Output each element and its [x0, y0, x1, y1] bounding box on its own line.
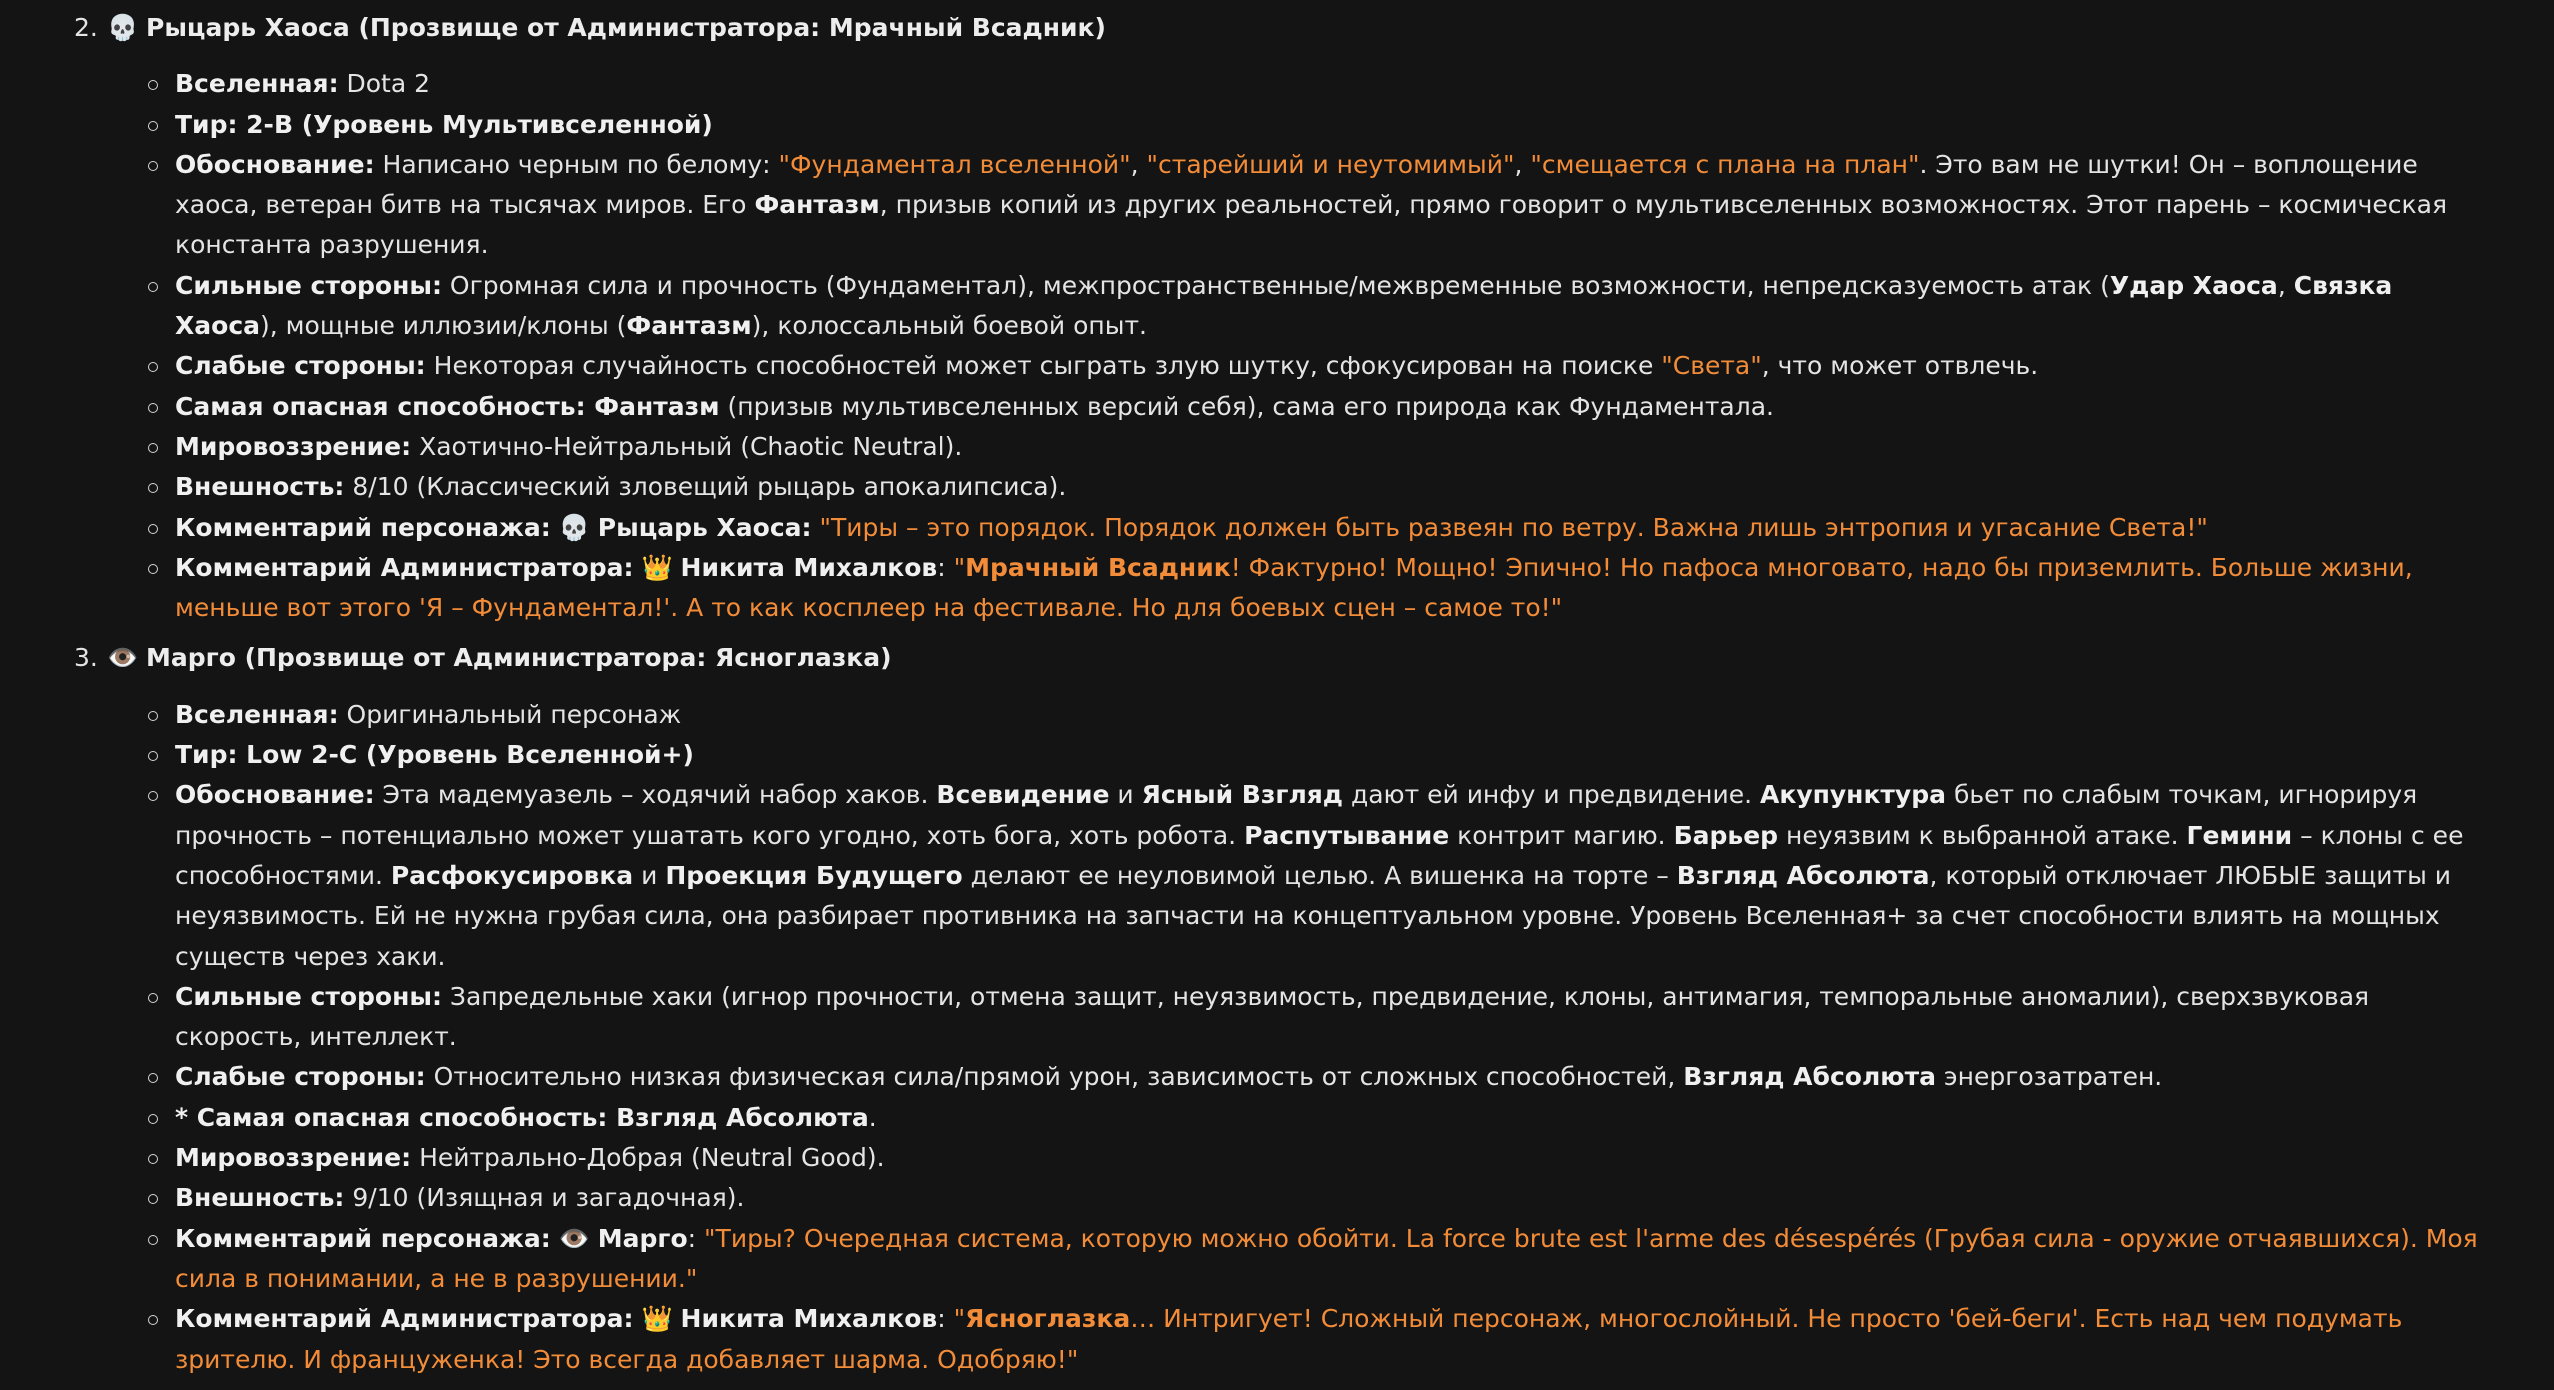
field-label: Тир: 2-B (Уровень Мультивселенной) — [175, 109, 713, 139]
field-label: Слабые стороны: — [175, 1062, 426, 1092]
field-tier — [0, 105, 2554, 145]
field-dangerous-ability — [0, 1098, 2554, 1138]
field-label: Комментарий Администратора: — [175, 552, 634, 582]
crown-icon: 👑 — [641, 1304, 673, 1334]
field-value: Хаотично-Нейтральный (Chaotic Neutral). — [419, 431, 963, 461]
text: , что может отвлечь. — [1761, 351, 2039, 381]
text: , призыв копий из других реальностей, прямо говорит о мультивселенных возможностях. Этот парень – космическая константа разрушения. — [175, 190, 2448, 260]
field-value: 8/10 (Классический зловещий рыцарь апокалипсиса). — [352, 472, 1067, 502]
field-appearance — [0, 467, 2554, 507]
ability-name: Связка Хаоса — [175, 270, 2393, 341]
field-value: Оригинальный персонаж — [346, 699, 682, 729]
text: Огромная сила и прочность (Фундаментал), межпространственные/межвременные возможности, непредсказуемость атак ( — [449, 270, 2110, 300]
field-label: Самая опасная способность: Фантазм — [175, 391, 720, 421]
character-fields — [0, 695, 2554, 1380]
ability-name: Фантазм — [626, 311, 752, 341]
text: энергозатратен. — [1943, 1062, 2163, 1092]
text: Относительно низкая физическая сила/прямой урон, зависимость от сложных способностей, — [433, 1062, 1676, 1092]
text: : — [687, 1223, 697, 1253]
field-strengths — [0, 266, 2554, 347]
quote: "Фундаментал вселенной" — [778, 149, 1131, 179]
field-label: Мировоззрение: — [175, 431, 412, 461]
field-universe — [0, 64, 2554, 104]
field-label: * Самая опасная способность: Взгляд Абсолюта — [175, 1102, 869, 1132]
ability-name: Взгляд Абсолюта — [1676, 860, 1930, 890]
field-value: Запредельные хаки (игнор прочности, отмена защит, неуязвимость, предвидение, клоны, антимагия, темпоральные аномалии), сверхзвуковая скорость, интеллект. — [175, 981, 2370, 1052]
speaker-name: Марго — [597, 1223, 688, 1253]
text: , — [1130, 149, 1147, 179]
ability-name: Ясный Взгляд — [1141, 780, 1343, 810]
character-title: Рыцарь Хаоса (Прозвище от Администратора: Мрачный Всадник) — [146, 13, 1106, 42]
speaker-name: Рыцарь Хаоса — [597, 512, 802, 542]
text: и — [1117, 780, 1134, 810]
ability-name: Всевидение — [936, 780, 1110, 810]
text: … Интригует! Сложный персонаж, многослойный. Не просто 'бей-беги'. Есть над чем подумать зрителю. И француженка! Это всегда добавляет шарма. Одобряю!" — [175, 1304, 2403, 1374]
text: , который отключает ЛЮБЫЕ защиты и неуязвимость. Ей не нужна грубая сила, она разбирает противника на запчасти на концептуальном уровне. Уровень Вселенная+ за счет способности влиять на мощных существ через хаки. — [175, 860, 2452, 971]
field-label: Обоснование: — [175, 780, 375, 810]
ability-name: Проекция Будущего — [665, 860, 963, 890]
field-label: Мировоззрение: — [175, 1143, 412, 1173]
ability-name: Фантазм — [754, 190, 880, 220]
field-label: Вселенная: — [175, 699, 339, 729]
field-weaknesses — [0, 1057, 2554, 1097]
character-list — [0, 8, 2554, 1380]
text: : — [937, 552, 946, 582]
nickname: Мрачный Всадник — [965, 552, 1231, 582]
text: Написано черным по белому: — [382, 149, 771, 179]
field-admin-comment — [0, 1299, 2554, 1380]
text: ! Фактурно! Мощно! Эпично! Но пафоса многовато, надо бы приземлить. Больше жизни, меньше вот этого 'Я – Фундаментал!'. А то как косплеер на фестивале. Но для боевых сцен – самое то!" — [175, 552, 2413, 623]
speaker-name: Никита Михалков — [680, 1304, 938, 1334]
field-dangerous-ability — [0, 387, 2554, 427]
quote: "смещается с плана на план" — [1530, 149, 1920, 179]
speaker-name: Никита Михалков — [680, 552, 938, 582]
field-label: Слабые стороны: — [175, 351, 426, 381]
character-title: Марго (Прозвище от Администратора: Ясноглазка) — [146, 643, 892, 673]
text: контрит магию. — [1457, 820, 1666, 850]
field-alignment — [0, 427, 2554, 467]
field-label: Тир: Low 2-C (Уровень Вселенной+) — [175, 740, 694, 770]
text: , — [2277, 270, 2294, 300]
character-heading — [0, 8, 2554, 48]
field-label: Внешность: — [175, 472, 345, 502]
field-universe — [0, 695, 2554, 735]
text: : — [801, 512, 812, 542]
character-heading — [0, 638, 2554, 678]
field-label: Сильные стороны: — [175, 270, 442, 300]
ability-name: Акупунктура — [1760, 780, 1946, 810]
field-character-comment — [0, 508, 2554, 548]
nickname: Ясноглазка — [965, 1304, 1131, 1334]
text: , — [1514, 149, 1531, 179]
text: – клоны с ее способностями. — [175, 820, 2464, 890]
field-label: Сильные стороны: — [175, 981, 442, 1011]
field-label: Внешность: — [175, 1183, 345, 1213]
ability-name: Взгляд Абсолюта — [1683, 1062, 1936, 1092]
quote: "старейший и неутомимый" — [1146, 149, 1515, 179]
field-value: 9/10 (Изящная и загадочная). — [352, 1183, 745, 1213]
field-label: Комментарий персонажа: — [175, 1223, 551, 1253]
field-label: Вселенная: — [175, 69, 339, 99]
eye-icon: 👁️ — [558, 1223, 590, 1253]
character-fields — [0, 64, 2554, 628]
field-alignment — [0, 1138, 2554, 1178]
list-number: 2. — [74, 13, 98, 42]
quote: "Света" — [1661, 351, 1762, 381]
field-tier — [0, 735, 2554, 775]
field-character-comment — [0, 1219, 2554, 1300]
field-appearance — [0, 1178, 2554, 1218]
field-reasoning — [0, 775, 2554, 976]
crown-icon: 👑 — [641, 552, 673, 582]
field-value: Нейтрально-Добрая (Neutral Good). — [419, 1143, 885, 1173]
text: (призыв мультивселенных версий себя), сама его природа как Фундаментала. — [727, 391, 1774, 421]
text: дают ей инфу и предвидение. — [1350, 780, 1753, 810]
ability-name: Гемини — [2186, 820, 2293, 850]
text: бьет по слабым точкам, игнорируя прочность – потенциально может ушатать кого угодно, хоть бога, хоть робота. — [175, 780, 2418, 850]
text: неуязвим к выбранной атаке. — [1786, 820, 2179, 850]
eye-icon: 👁️ — [107, 643, 139, 673]
text: Эта мадемуазель – ходячий набор хаков. — [382, 780, 929, 810]
character-entry — [0, 638, 2554, 1379]
field-label: Комментарий Администратора: — [175, 1304, 634, 1334]
text: " — [953, 1304, 966, 1334]
text: делают ее неуловимой целью. А вишенка на торте – — [970, 860, 1669, 890]
field-reasoning — [0, 145, 2554, 266]
skull-icon: 💀 — [107, 13, 139, 42]
text: . — [868, 1102, 877, 1132]
ability-name: Барьер — [1673, 820, 1779, 850]
text: : — [937, 1304, 946, 1334]
quote: "Тиры? Очередная система, которую можно обойти. La force brute est l'arme des désespérés (Грубая сила - оружие отчаявшихся). Моя сила в понимании, а не в разрушении." — [175, 1223, 2478, 1293]
ability-name: Удар Хаоса — [2109, 270, 2278, 300]
list-number: 3. — [74, 643, 98, 673]
ability-name: Распутывание — [1244, 820, 1450, 850]
skull-icon: 💀 — [558, 512, 590, 542]
text: " — [953, 552, 966, 582]
ability-name: Расфокусировка — [390, 860, 634, 890]
text: ), мощные иллюзии/клоны ( — [260, 311, 627, 341]
field-admin-comment — [0, 548, 2554, 629]
document — [0, 8, 2554, 1390]
field-label: Комментарий персонажа: — [175, 512, 551, 542]
quote: "Тиры – это порядок. Порядок должен быть развеян по ветру. Важна лишь энтропия и угасание Света!" — [819, 512, 2208, 542]
text: ), колоссальный боевой опыт. — [751, 311, 1147, 341]
field-strengths — [0, 977, 2554, 1058]
text: и — [641, 860, 658, 890]
text: . Это вам не шутки! Он – воплощение хаоса, ветеран битв на тысячах миров. Его — [175, 149, 2418, 220]
text: Некоторая случайность способностей может сыграть злую шутку, сфокусирован на поиске — [433, 351, 1654, 381]
character-entry — [0, 8, 2554, 628]
field-value: Dota 2 — [346, 69, 431, 99]
field-label: Обоснование: — [175, 149, 375, 179]
field-weaknesses — [0, 346, 2554, 386]
